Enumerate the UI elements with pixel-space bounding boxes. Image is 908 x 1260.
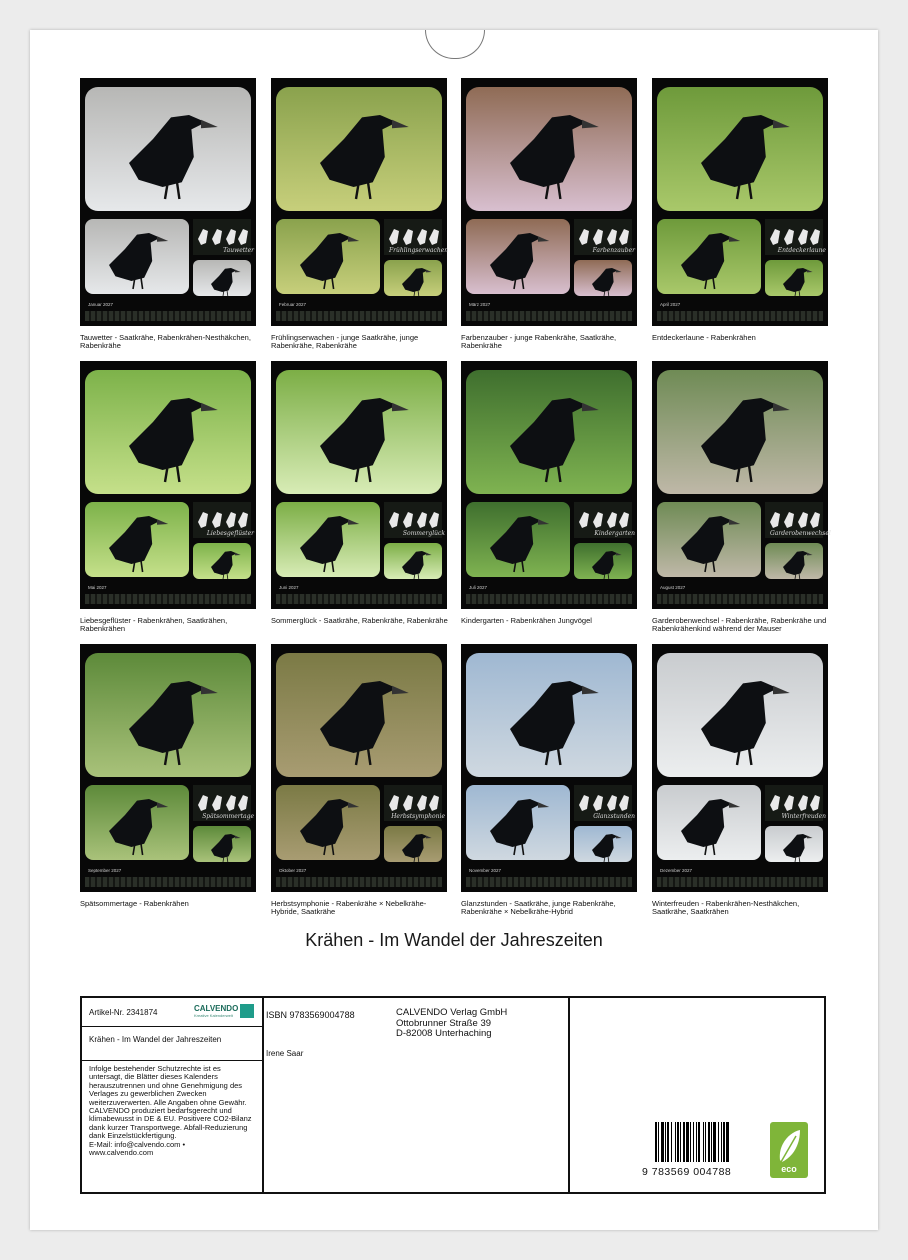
- info-column-middle: [262, 998, 570, 1192]
- small-crow-photo: [193, 260, 251, 296]
- legal-notice: Infolge bestehender Schutzrechte ist es untersagt, die Blätter dieses Kalenders herauszutrennen und ohne Genehmigung des Verlages zu gewerblichen Zwecken weiterzuverwerten. Alle Angaben ohne Gewähr. CALVENDO produziert bedarfsgerecht und klimabewusst in DE & EU. Positivere CO2-Bilanz dank kurzer Transportwege. Abfall-Reduzierung dank Einzelstückfertigung. E-Mail: info@calvendo.com • www.calvendo.com: [89, 1064, 252, 1158]
- barcode-bar: [680, 1122, 681, 1162]
- eco-badge: [770, 1122, 808, 1178]
- barcode-bar: [713, 1122, 716, 1162]
- month-caption: Garderobenwechsel - Rabenkrähe, Rabenkrähe und Rabenkrähenkind während der Mauser: [652, 616, 827, 634]
- eco-label: eco: [781, 1164, 797, 1174]
- product-title-row: [82, 1026, 262, 1061]
- publisher-street: Ottobrunner Straße 39: [396, 1017, 492, 1029]
- publisher-name: CALVENDO Verlag GmbH: [396, 1007, 508, 1018]
- info-column-left: [82, 998, 264, 1192]
- barcode-bar: [683, 1122, 685, 1162]
- secondary-crow-photo: [276, 785, 380, 860]
- barcode-bar: [711, 1122, 712, 1162]
- month-caption: Liebesgeflüster - Rabenkrähen, Saatkrähen, Rabenkrähen: [80, 616, 228, 634]
- barcode-bar: [667, 1122, 669, 1162]
- month-card: [271, 78, 447, 326]
- month-card: [80, 78, 256, 326]
- month-label: Februar 2027: [279, 302, 307, 307]
- month-card: [652, 78, 828, 326]
- barcode-digits: 9 783569 004788: [642, 1166, 732, 1178]
- article-number: Artikel-Nr. 2341874: [89, 1008, 158, 1017]
- secondary-crow-photo: [85, 502, 189, 577]
- month-card: [461, 361, 637, 609]
- isbn: ISBN 9783569004788: [266, 1010, 355, 1020]
- barcode-bar: [686, 1122, 689, 1162]
- month-caption: Glanzstunden - Saatkrähe, junge Rabenkrähe, Rabenkrähe × Nebelkrähe-Hybrid: [461, 899, 616, 917]
- month-label: Dezember 2027: [660, 868, 693, 873]
- month-theme-script: Liebesgeflüster: [206, 530, 254, 537]
- month-card: [271, 644, 447, 892]
- month-label: August 2027: [660, 585, 686, 590]
- small-crow-photo: [765, 260, 823, 296]
- small-crow-photo: [384, 826, 442, 862]
- day-strip: [657, 877, 823, 887]
- month-theme-script: Garderobenwechsel: [770, 530, 831, 537]
- day-strip: [466, 311, 632, 321]
- barcode-bar: [726, 1122, 729, 1162]
- month-card: [461, 78, 637, 326]
- barcode-bar: [698, 1122, 700, 1162]
- calendar-title: Krähen - Im Wandel der Jahreszeiten: [305, 930, 603, 950]
- main-crow-photo: [85, 370, 251, 494]
- main-crow-photo: [276, 87, 442, 211]
- secondary-crow-photo: [276, 502, 380, 577]
- day-strip: [85, 594, 251, 604]
- month-label: Juli 2027: [469, 585, 488, 590]
- barcode-bar: [708, 1122, 710, 1162]
- main-crow-photo: [466, 653, 632, 777]
- small-crow-photo: [384, 260, 442, 296]
- month-card: [80, 644, 256, 892]
- day-strip: [276, 877, 442, 887]
- calvendo-logo-mark: [240, 1004, 254, 1018]
- calvendo-logo: CALVENDO: [194, 1004, 239, 1013]
- secondary-crow-photo: [85, 219, 189, 294]
- month-label: Januar 2027: [88, 302, 114, 307]
- main-crow-photo: [466, 370, 632, 494]
- small-crow-photo: [193, 826, 251, 862]
- small-crow-photo: [765, 543, 823, 579]
- day-strip: [657, 311, 823, 321]
- main-crow-photo: [657, 370, 823, 494]
- secondary-crow-photo: [466, 785, 570, 860]
- day-strip: [85, 877, 251, 887]
- barcode-bar: [718, 1122, 719, 1162]
- main-crow-photo: [657, 653, 823, 777]
- month-theme-script: Herbstsymphonie: [391, 813, 445, 820]
- month-caption: Herbstsymphonie - Rabenkrähe × Nebelkrähe-Hybride, Saatkrähe: [271, 899, 427, 917]
- barcode: [655, 1122, 749, 1162]
- small-crow-photo: [193, 543, 251, 579]
- month-theme-script: Winterfreuden: [781, 813, 826, 820]
- barcode-bar: [677, 1122, 679, 1162]
- main-crow-photo: [276, 653, 442, 777]
- day-strip: [466, 594, 632, 604]
- article-row: [82, 998, 262, 1027]
- month-caption: Kindergarten - Rabenkrähen Jungvögel: [461, 616, 592, 625]
- secondary-crow-photo: [657, 502, 761, 577]
- month-theme-script: Kindergarten: [594, 530, 635, 537]
- month-label: Mai 2027: [88, 585, 107, 590]
- small-crow-photo: [574, 826, 632, 862]
- barcode-bar: [705, 1122, 706, 1162]
- month-card: [461, 644, 637, 892]
- month-caption: Frühlingserwachen - junge Saatkrähe, junge Rabenkrähe, Rabenkrähe: [271, 333, 419, 351]
- day-strip: [657, 594, 823, 604]
- main-crow-photo: [85, 87, 251, 211]
- barcode-bar: [671, 1122, 672, 1162]
- publisher-city: D-82008 Unterhaching: [396, 1028, 492, 1039]
- barcode-bar: [661, 1122, 664, 1162]
- day-strip: [85, 311, 251, 321]
- barcode-bar: [723, 1122, 725, 1162]
- month-card: [80, 361, 256, 609]
- small-crow-photo: [384, 543, 442, 579]
- month-label: September 2027: [88, 868, 122, 873]
- barcode-bar: [675, 1122, 676, 1162]
- month-theme-script: Frühlingserwachen: [389, 247, 449, 254]
- month-theme-script: Sommerglück: [402, 530, 445, 537]
- month-label: Oktober 2027: [279, 868, 307, 873]
- barcode-bar: [703, 1122, 704, 1162]
- barcode-bar: [655, 1122, 657, 1162]
- barcode-bar: [665, 1122, 666, 1162]
- month-theme-script: Farbenzauber: [592, 247, 635, 254]
- month-label: Juni 2027: [279, 585, 299, 590]
- month-card: [652, 361, 831, 609]
- barcode-bar: [693, 1122, 694, 1162]
- month-theme-script: Tauwetter: [223, 247, 254, 254]
- month-caption: Sommerglück - Saatkrähe, Rabenkrähe, Rabenkrähe: [271, 616, 448, 625]
- secondary-crow-photo: [85, 785, 189, 860]
- small-crow-photo: [765, 826, 823, 862]
- main-crow-photo: [657, 87, 823, 211]
- info-box: [80, 996, 826, 1194]
- day-strip: [276, 594, 442, 604]
- small-crow-photo: [574, 543, 632, 579]
- month-label: März 2027: [469, 302, 491, 307]
- publisher-address: [396, 1008, 507, 1040]
- secondary-crow-photo: [466, 502, 570, 577]
- month-caption: Farbenzauber - junge Rabenkrähe, Saatkrähe, Rabenkrähe: [461, 333, 617, 351]
- secondary-crow-photo: [657, 785, 761, 860]
- month-theme-script: Entdeckerlaune: [777, 247, 826, 254]
- month-card: [271, 361, 447, 609]
- secondary-crow-photo: [466, 219, 570, 294]
- month-card: [652, 644, 828, 892]
- month-caption: Winterfreuden - Rabenkrähen-Nesthäkchen, Saatkrähe, Saatkrähen: [652, 899, 800, 917]
- month-caption: Tauwetter - Saatkrähe, Rabenkrähen-Nesthäkchen, Rabenkrähe: [80, 333, 251, 351]
- barcode-bar: [696, 1122, 697, 1162]
- main-crow-photo: [466, 87, 632, 211]
- day-strip: [276, 311, 442, 321]
- calvendo-tagline: Kreative Kalenderwelt: [194, 1013, 233, 1018]
- main-crow-photo: [85, 653, 251, 777]
- small-crow-photo: [574, 260, 632, 296]
- secondary-crow-photo: [657, 219, 761, 294]
- month-caption: Spätsommertage - Rabenkrähen: [80, 899, 189, 908]
- month-theme-script: Glanzstunden: [593, 813, 635, 820]
- month-label: April 2027: [660, 302, 681, 307]
- barcode-bar: [690, 1122, 691, 1162]
- author: Irene Saar: [266, 1049, 304, 1058]
- month-label: November 2027: [469, 868, 502, 873]
- day-strip: [466, 877, 632, 887]
- month-theme-script: Spätsommertage: [202, 813, 254, 820]
- product-title: Krähen - Im Wandel der Jahreszeiten: [89, 1035, 222, 1044]
- main-crow-photo: [276, 370, 442, 494]
- month-caption: Entdeckerlaune - Rabenkrähen: [652, 333, 756, 342]
- barcode-bar: [658, 1122, 659, 1162]
- secondary-crow-photo: [276, 219, 380, 294]
- barcode-bar: [721, 1122, 722, 1162]
